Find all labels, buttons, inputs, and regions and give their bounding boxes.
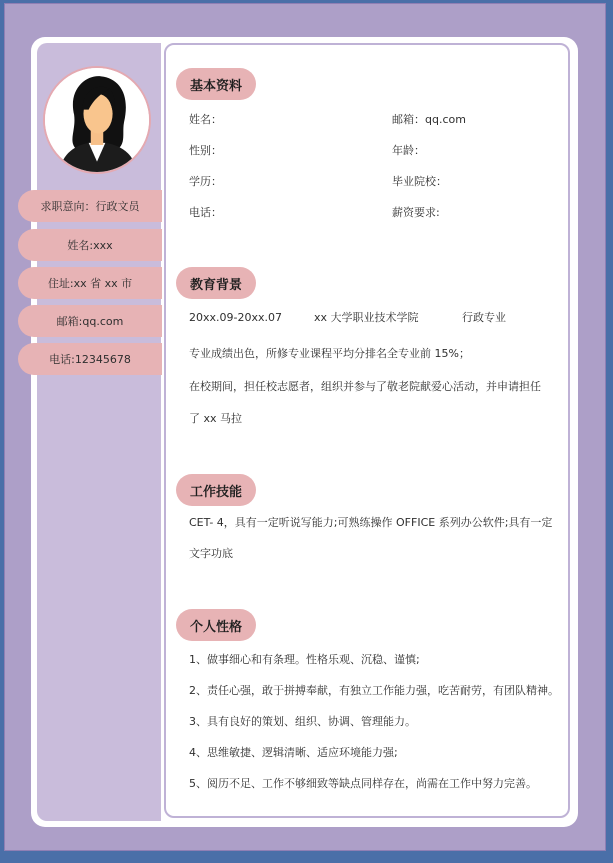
basic-education: 学历： xyxy=(189,175,222,188)
education-line-3: 了 xx 马拉 xyxy=(189,412,243,425)
basic-salary: 薪资要求: xyxy=(392,206,440,219)
basic-age: 年龄： xyxy=(392,144,425,157)
woman-portrait-icon xyxy=(45,68,149,172)
sidebar-item-email: 邮箱:qq.com xyxy=(18,305,162,337)
section-title-personality: 个人性格 xyxy=(176,609,256,641)
education-major: 行政专业 xyxy=(462,311,506,324)
sidebar-item-phone: 电话:12345678 xyxy=(18,343,162,375)
personality-item-3: 3、具有良好的策划、组织、协调、管理能力。 xyxy=(189,715,416,728)
sidebar-item-address: 住址:xx 省 xx 市 xyxy=(18,267,162,299)
basic-email: 邮箱：qq.com xyxy=(392,113,466,126)
education-line-2: 在校期间，担任校志愿者，组织并参与了敬老院献爱心活动，并申请担任 xyxy=(189,380,541,393)
personality-item-2: 2、责任心强，敢于拼搏奉献，有独立工作能力强，吃苦耐劳，有团队精神。 xyxy=(189,684,559,697)
personality-item-1: 1、做事细心和有条理。性格乐观、沉稳、谨慎; xyxy=(189,653,420,666)
basic-gender: 性别： xyxy=(189,144,222,157)
education-line-1: 专业成绩出色，所修专业课程平均分排名全专业前 15%； xyxy=(189,347,470,360)
personality-item-5: 5、阅历不足、工作不够细致等缺点同样存在，尚需在工作中努力完善。 xyxy=(189,777,537,790)
skills-line-2: 文字功底 xyxy=(189,547,233,560)
sidebar-item-name: 姓名:xxx xyxy=(18,229,162,261)
avatar xyxy=(43,66,151,174)
personality-item-4: 4、思维敏捷、逻辑清晰、适应环境能力强; xyxy=(189,746,398,759)
education-period: 20xx.09-20xx.07 xyxy=(189,311,282,324)
education-school: xx 大学职业技术学院 xyxy=(314,311,419,324)
section-title-basic: 基本资料 xyxy=(176,68,256,100)
sidebar-item-job-intention: 求职意向：行政文员 xyxy=(18,190,162,222)
skills-line-1: CET- 4，具有一定听说写能力;可熟练操作 OFFICE 系列办公软件;具有一定 xyxy=(189,516,553,529)
main-panel xyxy=(164,43,570,818)
section-title-skills: 工作技能 xyxy=(176,474,256,506)
section-title-education: 教育背景 xyxy=(176,267,256,299)
basic-name: 姓名： xyxy=(189,113,222,126)
basic-phone: 电话： xyxy=(189,206,222,219)
basic-school: 毕业院校： xyxy=(392,175,447,188)
